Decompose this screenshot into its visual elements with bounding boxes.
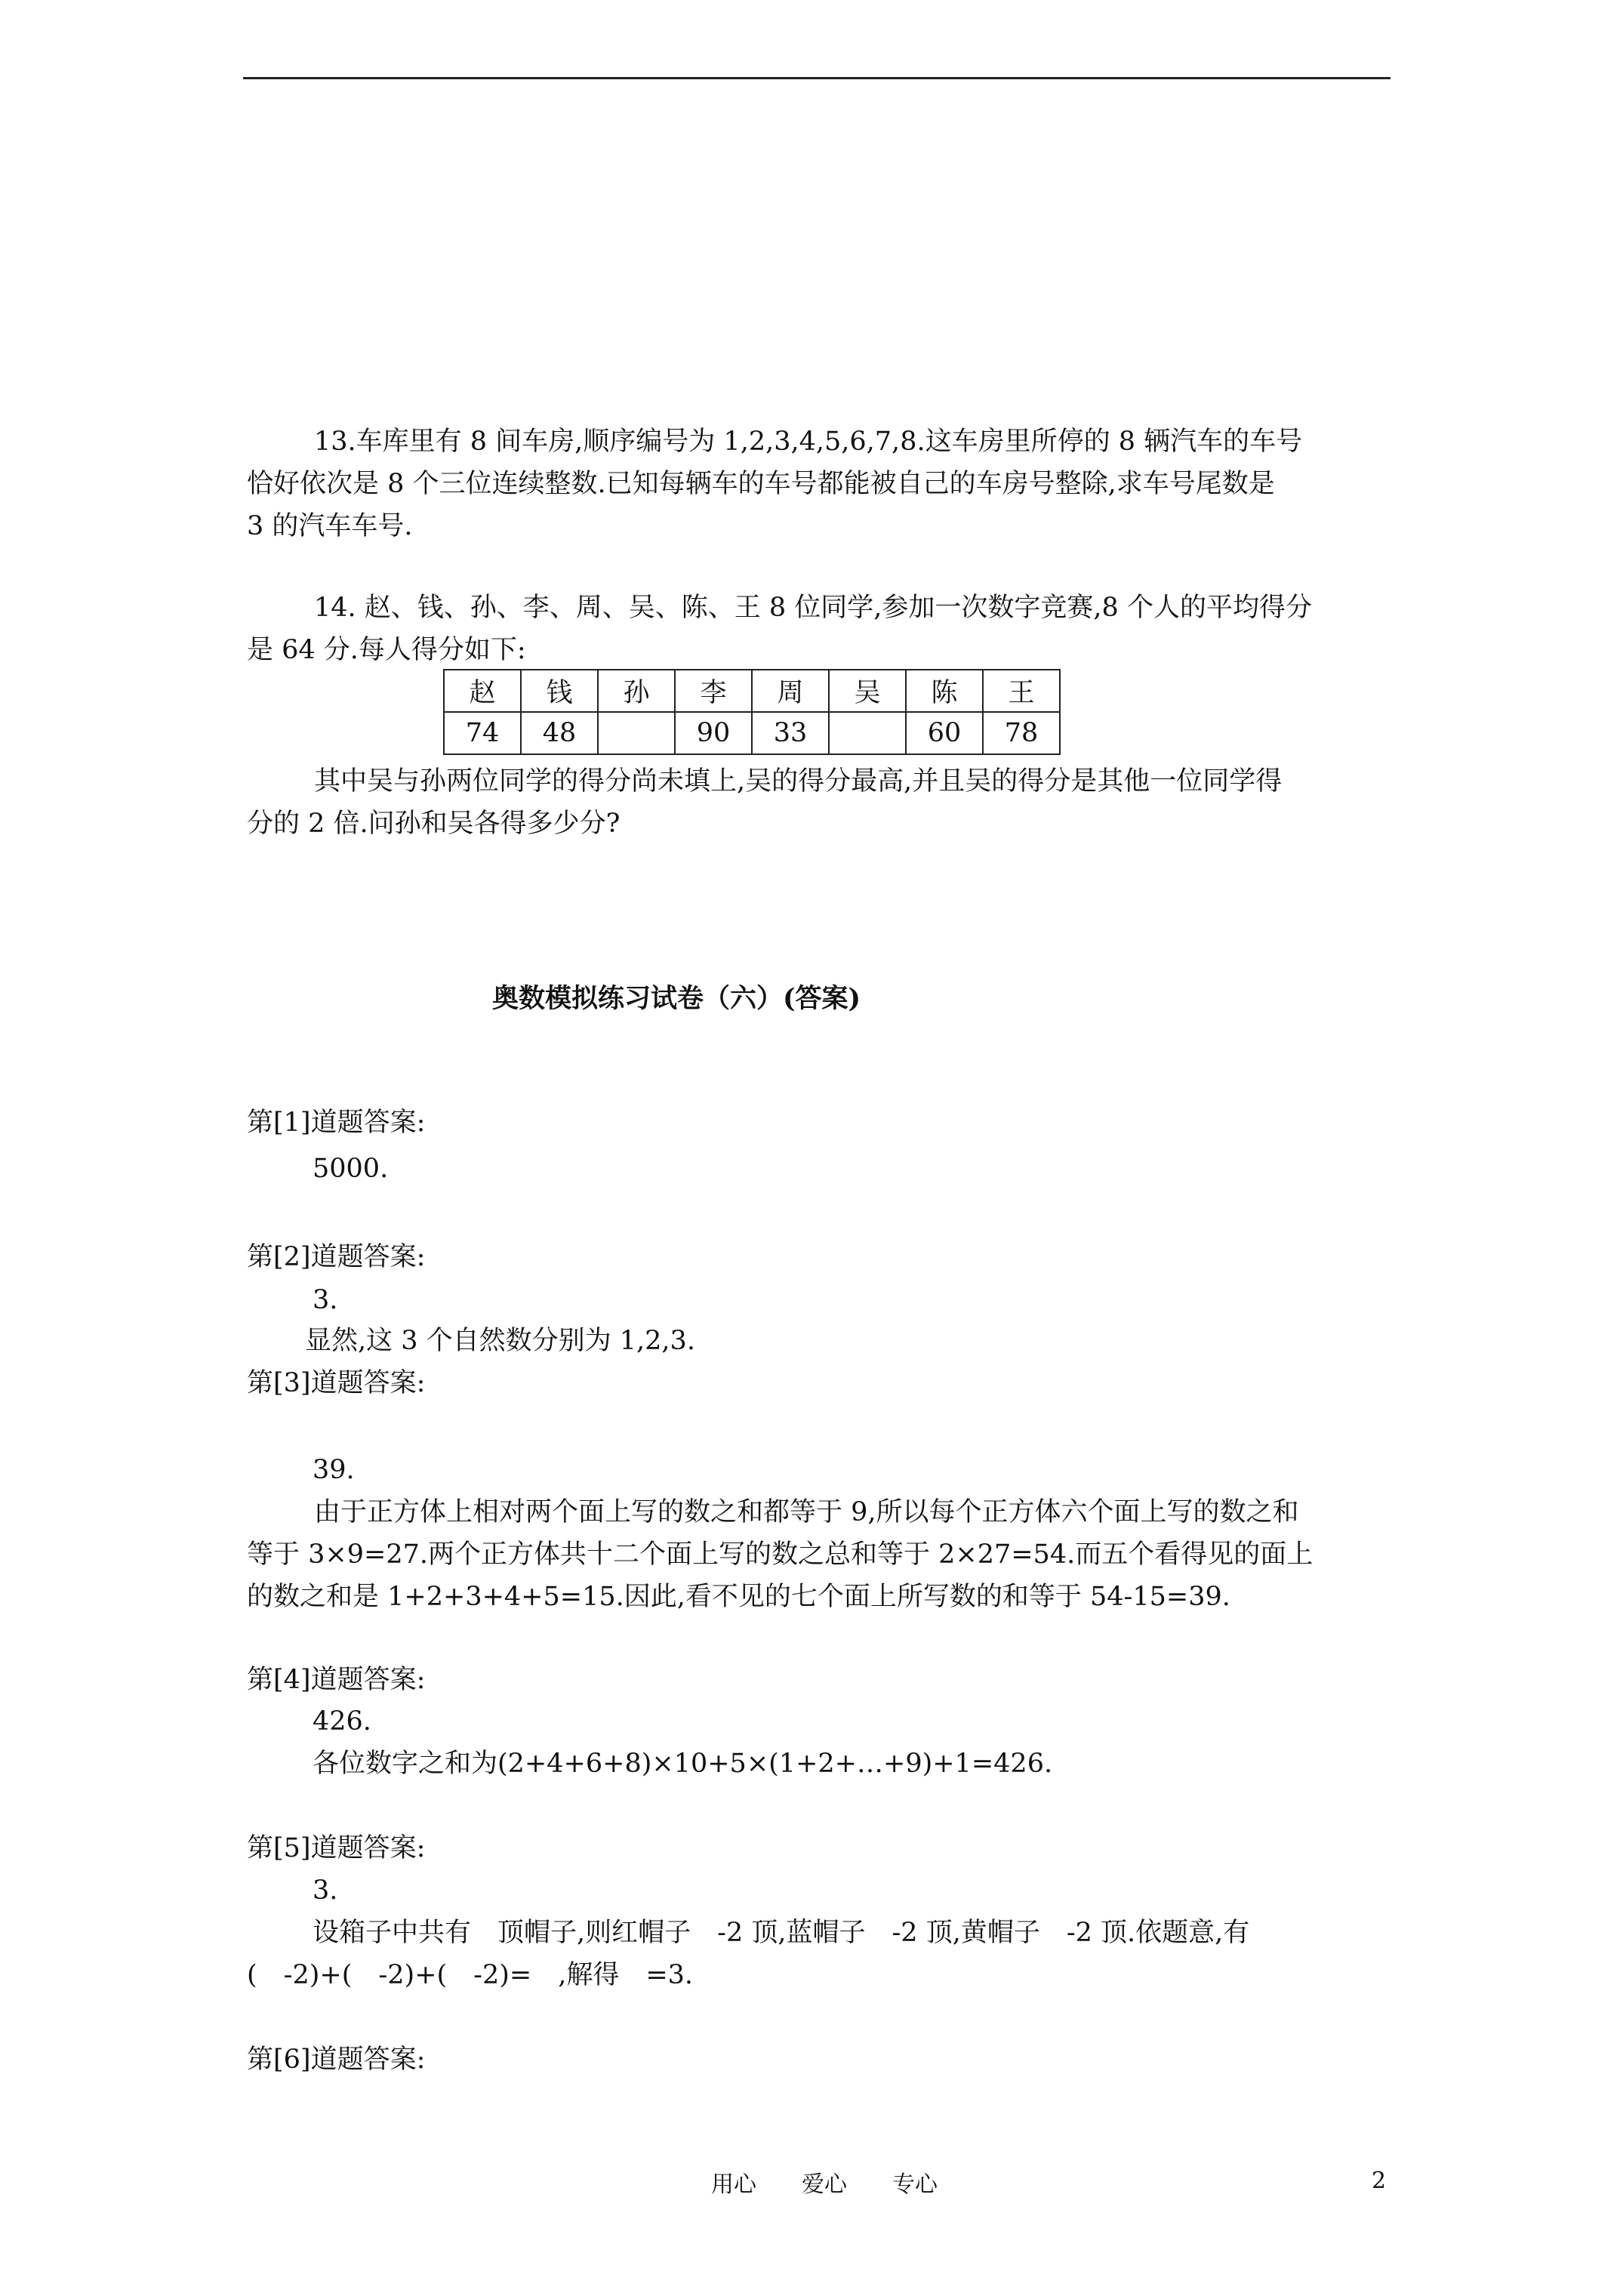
answer-3-label: 第[3]道题答案: bbox=[247, 1368, 426, 1398]
answer-2-value: 3. bbox=[313, 1285, 338, 1315]
answer-5-label: 第[5]道题答案: bbox=[247, 1833, 426, 1863]
name-cell: 孙 bbox=[598, 670, 675, 712]
header-rule bbox=[243, 77, 1390, 79]
name-cell: 陈 bbox=[906, 670, 983, 712]
q14-after-line-1: 其中吴与孙两位同学的得分尚未填上,吴的得分最高,并且吴的得分是其他一位同学得 bbox=[314, 766, 1283, 797]
answer-6-label: 第[6]道题答案: bbox=[247, 2045, 426, 2075]
q13-line-2: 恰好依次是 8 个三位连续整数.已知每辆车的车号都能被自己的车房号整除,求车号尾数是 bbox=[247, 469, 1275, 499]
page-number: 2 bbox=[1372, 2168, 1387, 2194]
q14-after-line-2: 分的 2 倍.问孙和吴各得多少分? bbox=[247, 809, 621, 839]
answer-5-line-2: ( -2)+( -2)+( -2)= ,解得 =3. bbox=[247, 1960, 694, 1990]
answer-3-value: 39. bbox=[313, 1455, 355, 1485]
name-cell: 钱 bbox=[521, 670, 598, 712]
answer-4-explain: 各位数字之和为(2+4+6+8)×10+5×(1+2+…+9)+1=426. bbox=[313, 1749, 1053, 1779]
score-table-names-row bbox=[444, 670, 1060, 712]
answer-3-line-3: 的数之和是 1+2+3+4+5=15.因此,看不见的七个面上所写数的和等于 54-15=39. bbox=[247, 1582, 1230, 1612]
q13-line-3: 3 的汽车车号. bbox=[247, 511, 413, 541]
name-cell: 王 bbox=[983, 670, 1060, 712]
answer-4-value: 426. bbox=[313, 1706, 371, 1737]
name-cell: 吴 bbox=[829, 670, 906, 712]
score-cell: 90 bbox=[675, 712, 752, 754]
q14-line-2: 是 64 分.每人得分如下: bbox=[247, 635, 526, 665]
score-table bbox=[443, 669, 1061, 755]
answer-2-explain: 显然,这 3 个自然数分别为 1,2,3. bbox=[305, 1326, 695, 1356]
answer-5-value: 3. bbox=[313, 1875, 338, 1906]
answer-4-label: 第[4]道题答案: bbox=[247, 1665, 426, 1695]
answers-title: 奥数模拟练习试卷（六）(答案) bbox=[492, 983, 861, 1014]
answer-1-value: 5000. bbox=[313, 1154, 389, 1184]
name-cell: 李 bbox=[675, 670, 752, 712]
score-cell bbox=[829, 712, 906, 754]
score-cell: 78 bbox=[983, 712, 1060, 754]
name-cell: 周 bbox=[752, 670, 829, 712]
q14-line-1: 14. 赵、钱、孙、李、周、吴、陈、王 8 位同学,参加一次数字竞赛,8 个人的平均得分 bbox=[314, 593, 1312, 623]
score-cell: 60 bbox=[906, 712, 983, 754]
score-cell: 33 bbox=[752, 712, 829, 754]
name-cell: 赵 bbox=[444, 670, 521, 712]
answer-3-line-2: 等于 3×9=27.两个正方体共十二个面上写的数之总和等于 2×27=54.而五个看得见的面上 bbox=[247, 1539, 1313, 1570]
answer-2-label: 第[2]道题答案: bbox=[247, 1242, 426, 1272]
score-cell: 74 bbox=[444, 712, 521, 754]
answer-3-line-1: 由于正方体上相对两个面上写的数之和都等于 9,所以每个正方体六个面上写的数之和 bbox=[314, 1497, 1299, 1527]
footer-motto: 用心 爱心 专心 bbox=[711, 2171, 938, 2198]
q13-line-1: 13.车库里有 8 间车房,顺序编号为 1,2,3,4,5,6,7,8.这车房里所停的 8 辆汽车的车号 bbox=[314, 427, 1303, 457]
score-table-scores-row bbox=[444, 712, 1060, 754]
score-cell: 48 bbox=[521, 712, 598, 754]
answer-5-line-1: 设箱子中共有 顶帽子,则红帽子 -2 顶,蓝帽子 -2 顶,黄帽子 -2 顶.依题意,有 bbox=[313, 1918, 1250, 1948]
score-cell bbox=[598, 712, 675, 754]
answer-1-label: 第[1]道题答案: bbox=[247, 1108, 426, 1138]
